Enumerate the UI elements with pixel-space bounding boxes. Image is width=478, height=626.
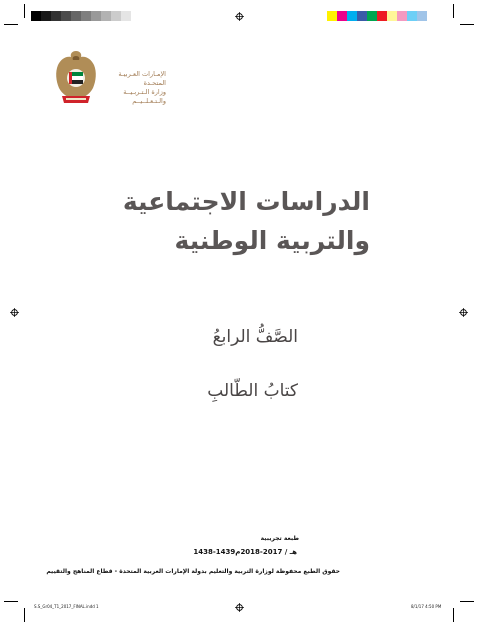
print-slug-filename: S.S_Gr04_T1_2017_FINAL.indd 1 <box>34 604 99 609</box>
process-color-bar <box>327 11 427 21</box>
registration-mark-icon <box>235 603 244 612</box>
crop-mark <box>453 4 454 18</box>
grade-label: الصَّفُّ الرابعُ <box>212 327 298 347</box>
crop-mark <box>460 601 474 602</box>
registration-mark-icon <box>10 308 19 317</box>
color-swatch <box>387 11 397 21</box>
ministry-name-line: وزارة الـتـربـيــة والـتـعـلــيــم <box>123 88 166 105</box>
ministry-name <box>102 70 166 106</box>
color-swatch <box>407 11 417 21</box>
color-swatch <box>397 11 407 21</box>
print-slug-datetime: 8/1/17 4:50 PM <box>411 604 442 609</box>
color-swatch <box>111 11 121 21</box>
ministry-header <box>52 48 202 112</box>
uae-emblem-icon <box>52 48 100 108</box>
copyright-notice: حقوق الطبع محفوظة لوزارة التربية والتعليم بدولة الإمارات العربية المتحدة - قطاع المناهج والتقييم <box>46 568 340 575</box>
color-swatch <box>337 11 347 21</box>
book-type-label: كتابُ الطّالبِ <box>207 381 298 401</box>
color-swatch <box>367 11 377 21</box>
color-swatch <box>81 11 91 21</box>
registration-mark-icon <box>459 308 468 317</box>
color-swatch <box>357 11 367 21</box>
color-swatch <box>327 11 337 21</box>
color-swatch <box>347 11 357 21</box>
crop-mark <box>4 601 18 602</box>
color-swatch <box>51 11 61 21</box>
crop-mark <box>24 4 25 18</box>
crop-mark <box>453 608 454 622</box>
crop-mark <box>460 24 474 25</box>
color-swatch <box>41 11 51 21</box>
book-title-line1: الدراسات الاجتماعية <box>122 187 370 216</box>
color-swatch <box>61 11 71 21</box>
crop-mark <box>24 608 25 622</box>
color-swatch <box>91 11 101 21</box>
color-swatch <box>121 11 131 21</box>
book-title-line2: والتربية الوطنية <box>174 226 370 255</box>
edition-year: 1438-1439هـ / 2017-2018م <box>193 548 297 556</box>
color-swatch <box>101 11 111 21</box>
color-swatch <box>71 11 81 21</box>
color-swatch <box>31 11 41 21</box>
registration-mark-icon <box>235 12 244 21</box>
color-swatch <box>417 11 427 21</box>
ministry-country-line: الإمـارات العـربيـة المتحـدة <box>118 70 166 87</box>
crop-mark <box>4 24 18 25</box>
edition-label: طبعة تجريبية <box>260 535 299 542</box>
color-swatch <box>377 11 387 21</box>
grayscale-color-bar <box>31 11 131 21</box>
